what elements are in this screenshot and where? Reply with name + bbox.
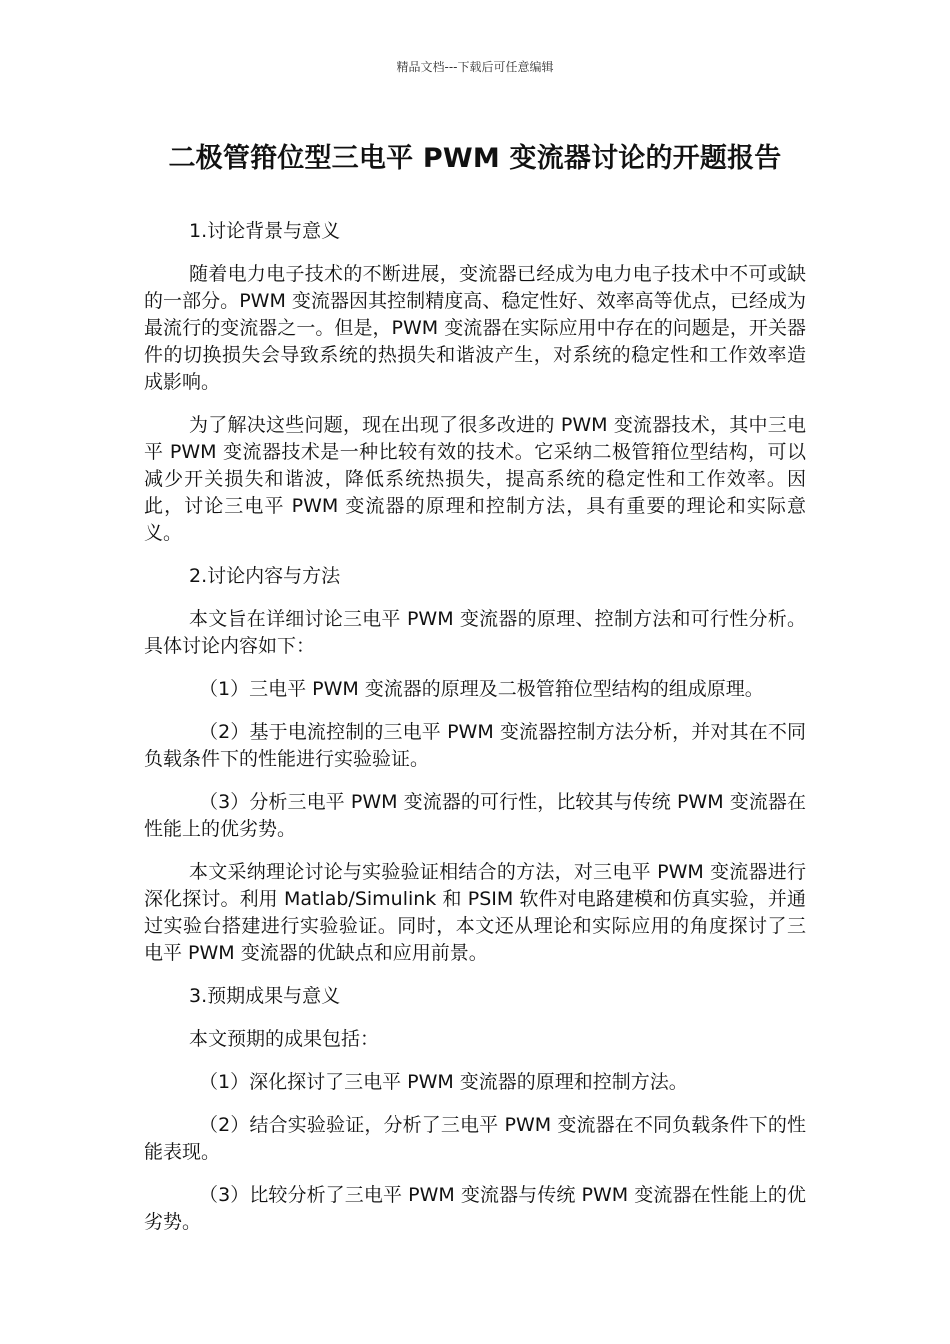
list-item: （1）深化探讨了三电平 PWM 变流器的原理和控制方法。 (199, 1071, 688, 1093)
section-heading-content: 2.讨论内容与方法 (189, 565, 341, 587)
list-item: （2）结合实验验证，分析了三电平 PWM 变流器在不同负载条件下的性能表现。 (144, 1114, 806, 1163)
paragraph-method: 本文采纳理论讨论与实验验证相结合的方法，对三电平 PWM 变流器进行深化探讨。利用 Matlab/Simulink 和 PSIM 软件对电路建模和仿真实验，并通过实验台搭建进行实验验证。同时，本文还从理论和实际应用的角度探讨了三电平 PWM 变流器的优缺点和应用前景。 (144, 861, 806, 964)
paragraph-content-intro: 本文旨在详细讨论三电平 PWM 变流器的原理、控制方法和可行性分析。具体讨论内容如下： (144, 608, 806, 657)
list-item: （2）基于电流控制的三电平 PWM 变流器控制方法分析，并对其在不同负载条件下的性能进行实验验证。 (144, 721, 806, 770)
section-heading-background: 1.讨论背景与意义 (189, 220, 341, 242)
paragraph-background: 随着电力电子技术的不断进展，变流器已经成为电力电子技术中不可或缺的一部分。PWM 变流器因其控制精度高、稳定性好、效率高等优点，已经成为最流行的变流器之一。但是，PWM 变流器在实际应用中存在的问题是，开关器件的切换损失会导致系统的热损失和谐波产生，对系统的稳定性和工作效率造成影响。 (144, 263, 806, 393)
list-item: （3）分析三电平 PWM 变流器的可行性，比较其与传统 PWM 变流器在性能上的优劣势。 (144, 791, 806, 840)
list-item: （1）三电平 PWM 变流器的原理及二极管箝位型结构的组成原理。 (199, 678, 764, 700)
document-title: 二极管箝位型三电平 PWM 变流器讨论的开题报告 (168, 143, 782, 174)
page-header: 精品文档---下载后可任意编辑 (396, 60, 554, 74)
section-heading-results: 3.预期成果与意义 (189, 985, 341, 1007)
paragraph-motivation: 为了解决这些问题，现在出现了很多改进的 PWM 变流器技术，其中三电平 PWM 变流器技术是一种比较有效的技术。它采纳二极管箝位型结构，可以减少开关损失和谐波，降低系统热损失，提高系统的稳定性和工作效率。因此，讨论三电平 PWM 变流器的原理和控制方法，具有重要的理论和实际意义。 (144, 414, 806, 544)
paragraph-results-intro: 本文预期的成果包括： (189, 1028, 380, 1050)
document-body (144, 218, 806, 1236)
list-item: （3）比较分析了三电平 PWM 变流器与传统 PWM 变流器在性能上的优劣势。 (144, 1184, 806, 1233)
